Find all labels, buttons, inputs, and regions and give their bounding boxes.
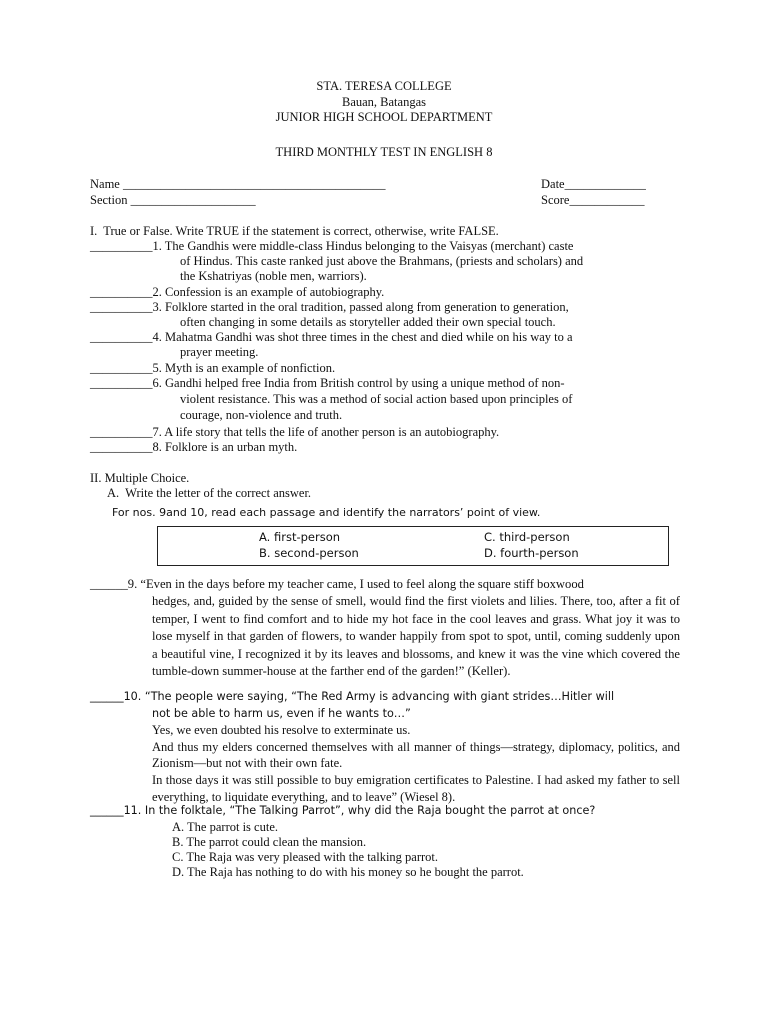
tf-item-2-lead: __________2. Confession is an example of autobiography. [90, 285, 385, 299]
tf-item-1-cont-1: of Hindus. This caste ranked just above the Brahmans, (priests and scholars) and [180, 254, 584, 269]
question-9[interactable] [90, 576, 680, 680]
tf-item-3-cont-1: often changing in some details as storyteller added their own special touch. [180, 315, 556, 330]
q11-option-b[interactable]: B. The parrot could clean the mansion. [172, 835, 367, 849]
tf-item-6-lead: __________6. Gandhi helped free India from British control by using a unique method of non- [90, 376, 565, 390]
tf-item-1-lead: __________1. The Gandhis were middle-class Hindus belonging to the Vaisyas (merchant) caste [90, 239, 574, 253]
question-11-lead: ______11. In the folktale, “The Talking Parrot”, why did the Raja bought the parrot at once? [90, 804, 596, 817]
school-location: Bauan, Batangas [341, 94, 426, 109]
part2-instruction: For nos. 9and 10, read each passage and identify the narrators’ point of view. [112, 506, 541, 519]
pov-choices-box [157, 526, 669, 566]
tf-item-8[interactable] [90, 440, 690, 455]
tf-item-7-lead: __________7. A life story that tells the life of another person is an autobiography. [90, 425, 500, 439]
q11-option-d[interactable]: D. The Raja has nothing to do with his money so he bought the parrot. [172, 865, 524, 879]
q11-option-c[interactable]: C. The Raja was very pleased with the talking parrot. [172, 850, 439, 864]
tf-item-4-cont-1: prayer meeting. [180, 345, 259, 360]
tf-item-5-lead: __________5. Myth is an example of nonfiction. [90, 361, 336, 375]
choice-b: B. second-person [259, 546, 359, 560]
tf-item-4[interactable] [90, 330, 690, 360]
department-name: JUNIOR HIGH SCHOOL DEPARTMENT [275, 110, 493, 124]
exam-title: THIRD MONTHLY TEST IN ENGLISH 8 [275, 145, 493, 159]
q11-option-a[interactable]: A. The parrot is cute. [172, 820, 278, 834]
question-10-lead: ______10. “The people were saying, “The Red Army is advancing with giant strides…Hitler will [90, 690, 615, 703]
question-9-passage: hedges, and, guided by the sense of smell, would find the first violets and lilies. There, too, after a fit of temper, I went to find comfort and to hide my hot face in the cool leaves and grass. What joy it was to lose myself in that garden of flowers, to wander happily from spot to spot, until, coming suddenly upon a beautiful vine, I recognized it by its leaves and blossoms, and knew it was the vine which covered the tumble-down summer-house at the farther end of the garden!” (Keller). [152, 594, 680, 679]
tf-item-3[interactable] [90, 300, 690, 330]
tf-item-5[interactable] [90, 361, 690, 376]
question-10-p4: In those days it was still possible to buy emigration certificates to Palestine. I had asked my father to sell everything, to liquidate everything, and to leave” (Wiesel 8). [152, 772, 680, 804]
tf-item-8-lead: __________8. Folklore is an urban myth. [90, 440, 298, 454]
school-name: STA. TERESA COLLEGE [316, 79, 452, 93]
section-field[interactable]: Section ____________________ [90, 193, 256, 207]
score-field[interactable]: Score____________ [541, 193, 645, 207]
tf-item-3-lead: __________3. Folklore started in the oral tradition, passed along from generation to generation, [90, 300, 569, 314]
tf-item-6[interactable] [90, 376, 690, 424]
tf-item-4-lead: __________4. Mahatma Gandhi was shot three times in the chest and died while on his way to a [90, 330, 573, 344]
part2-heading: II. Multiple Choice. [90, 471, 190, 485]
tf-item-2[interactable] [90, 285, 690, 300]
tf-item-6-cont-1: violent resistance. This was a method of social action based upon principles of [180, 392, 573, 407]
name-field[interactable]: Name __________________________________________ [90, 177, 386, 191]
part2-sub-a: A. Write the letter of the correct answer. [107, 486, 312, 500]
tf-item-1[interactable] [90, 239, 690, 285]
question-10-p3: And thus my elders concerned themselves with all manner of things—strategy, diplomacy, politics, and Zionism—but not with their own fate. [152, 739, 680, 771]
choice-c: C. third-person [484, 530, 570, 544]
question-9-lead: ______9. “Even in the days before my teacher came, I used to feel along the square stiff boxwood [90, 577, 584, 591]
question-10-p2: Yes, we even doubted his resolve to exterminate us. [152, 723, 411, 738]
date-field[interactable]: Date_____________ [541, 177, 646, 191]
part1-heading: I. True or False. Write TRUE if the statement is correct, otherwise, write FALSE. [90, 224, 499, 238]
school-header [0, 79, 768, 126]
tf-item-1-cont-2: the Kshatriyas (noble men, warriors). [180, 269, 367, 284]
choice-a: A. first-person [259, 530, 341, 544]
choice-d: D. fourth-person [484, 546, 579, 560]
question-11[interactable] [90, 803, 680, 818]
tf-item-7[interactable] [90, 425, 690, 440]
tf-item-6-cont-2: courage, non-violence and truth. [180, 408, 343, 423]
question-10[interactable] [90, 688, 680, 805]
question-10-line2: not be able to harm us, even if he wants to…” [152, 706, 411, 720]
